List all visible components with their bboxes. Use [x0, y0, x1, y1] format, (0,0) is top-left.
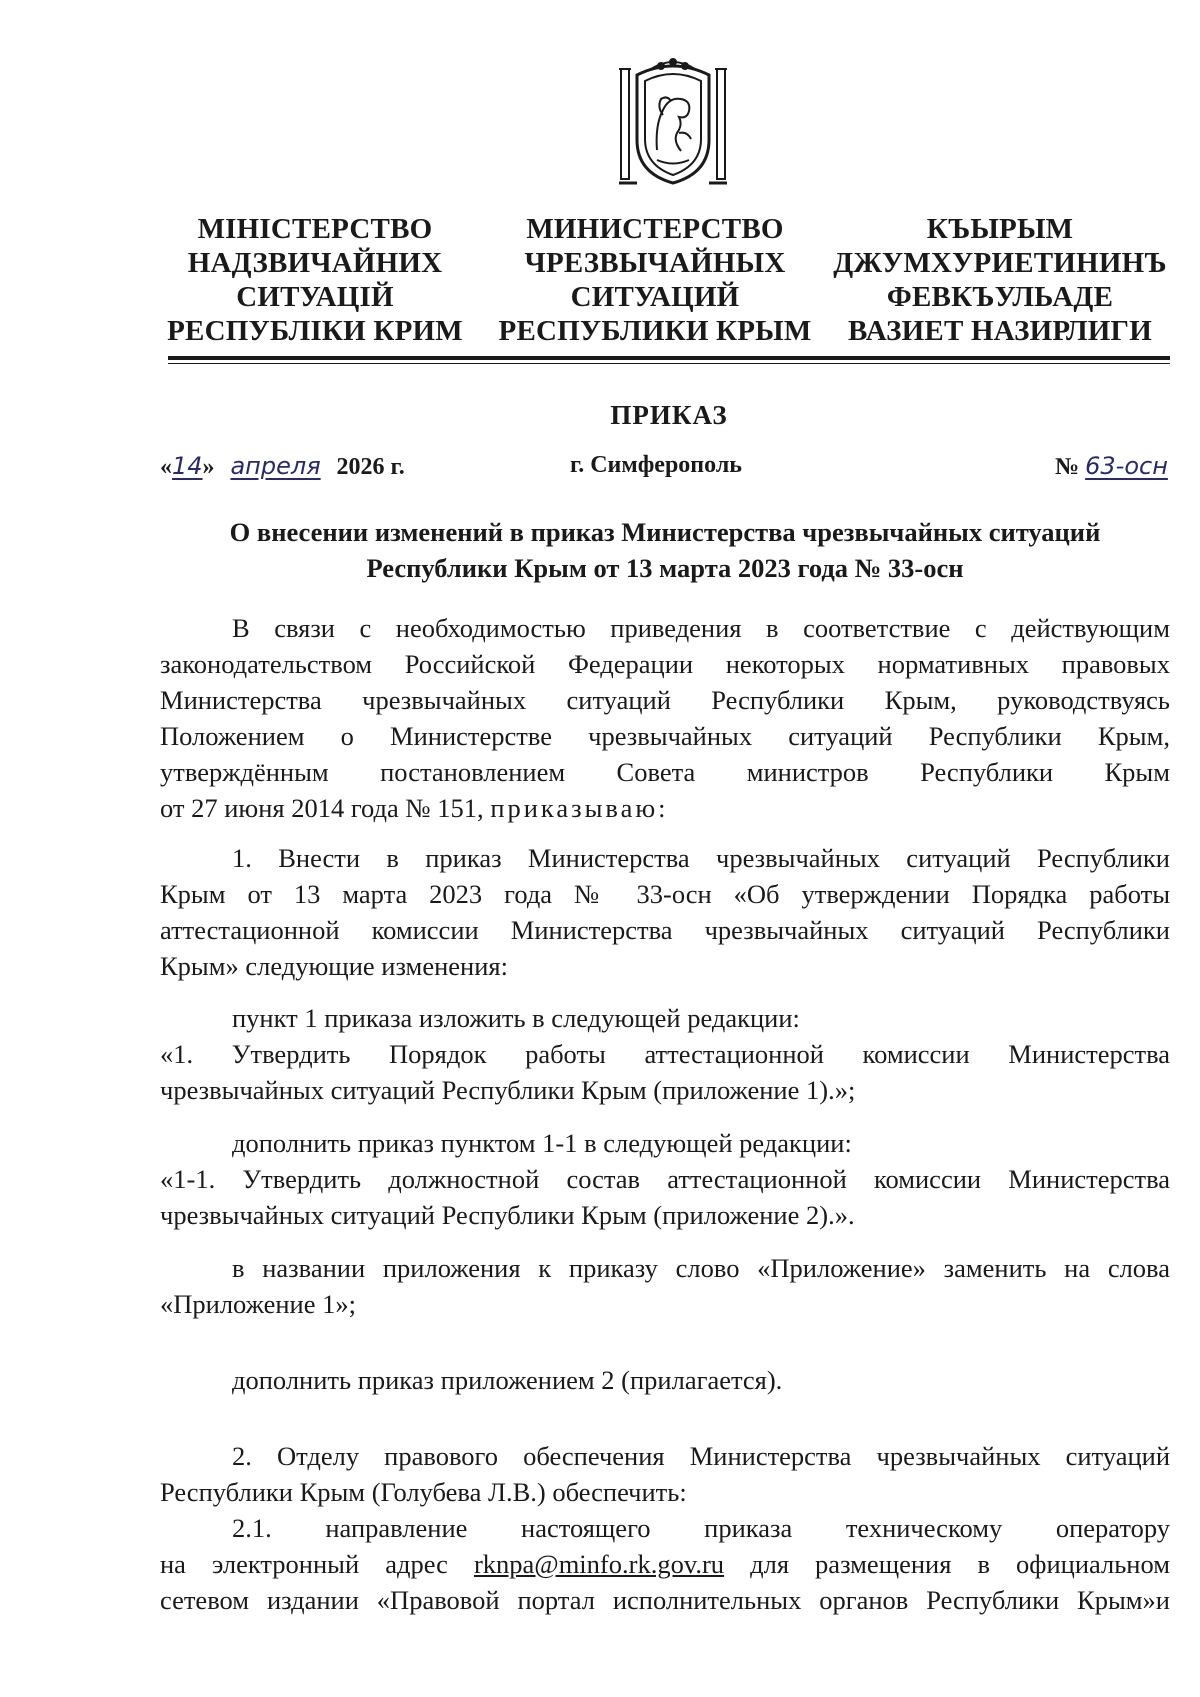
item-2	[160, 1438, 1170, 1618]
change-a	[160, 1000, 1170, 1108]
order-number-label: №	[1055, 454, 1080, 480]
preamble-line: законодательством Российской Федерации некоторых нормативных правовых	[160, 649, 1170, 679]
order-number-value: 63-осн	[1085, 452, 1168, 480]
change-b-line: «1-1. Утвердить должностной состав аттестационной комиссии Министерства	[160, 1164, 1170, 1194]
preamble-last-line	[160, 790, 1170, 826]
change-a-line: «1. Утвердить Порядок работы аттестационной комиссии Министерства	[160, 1039, 1170, 1069]
item-2-1-line: сетевом издании «Правовой портал исполнительных органов Республики Крым»и	[160, 1585, 1170, 1615]
preamble	[160, 610, 1170, 826]
order-date	[160, 452, 405, 481]
item-1-line: 1. Внести в приказ Министерства чрезвычайных ситуаций Республики	[232, 843, 1170, 873]
item-1-line: Крым от 13 марта 2023 года № 33-осн «Об утверждении Порядка работы	[160, 879, 1170, 909]
order-verb: приказываю:	[490, 793, 669, 823]
change-a-line: чрезвычайных ситуаций Республики Крым (приложение 1).»;	[160, 1075, 856, 1105]
order-city: г. Симферополь	[570, 452, 742, 478]
email-link[interactable]: rknpa@minfo.rk.gov.ru	[473, 1549, 725, 1579]
header-line: СИТУАЦИЙ	[570, 281, 740, 313]
change-b	[160, 1125, 1170, 1233]
item-2-1-line	[160, 1546, 1170, 1582]
order-number	[1055, 452, 1168, 481]
date-year: 2026 г.	[336, 454, 405, 480]
subject-line: Республики Крым от 13 марта 2023 года № 33-осн	[366, 553, 964, 583]
change-d-line: дополнить приказ приложением 2 (прилагается).	[232, 1365, 783, 1395]
preamble-line: Министерства чрезвычайных ситуаций Республики Крым, руководствуясь	[160, 685, 1170, 715]
item-2-line: 2. Отделу правового обеспечения Министерства чрезвычайных ситуаций	[232, 1441, 1170, 1471]
header-line: МІНІСТЕРСТВО	[197, 213, 433, 245]
crimea-coat-of-arms-icon	[617, 55, 729, 190]
header-divider-thin	[168, 363, 1170, 364]
item-1-line: аттестационной комиссии Министерства чрезвычайных ситуаций Республики	[160, 915, 1170, 945]
header-ukrainian	[160, 212, 470, 348]
document-title: ПРИКАЗ	[610, 400, 728, 430]
header-line: НАДЗВИЧАЙНИХ	[187, 247, 443, 279]
preamble-line: утверждённым постановлением Совета министров Республики Крым	[160, 757, 1170, 787]
header-line: РЕСПУБЛІКИ КРИМ	[167, 315, 463, 347]
change-c	[160, 1250, 1170, 1322]
date-close-quote: »	[202, 454, 215, 480]
header-line: ВАЗИЕТ НАЗИРЛИГИ	[848, 315, 1152, 347]
date-open-quote: «	[160, 454, 172, 480]
item-2-1-suffix: для размещения в официальном	[750, 1549, 1171, 1579]
header-line: СИТУАЦІЙ	[236, 281, 394, 313]
preamble-line: Положением о Министерстве чрезвычайных ситуаций Республики Крым,	[160, 721, 1170, 751]
change-c-line: в названии приложения к приказу слово «Приложение» заменить на слова	[232, 1253, 1170, 1283]
preamble-line: В связи с необходимостью приведения в соответствие с действующим	[232, 613, 1170, 643]
header-russian	[490, 212, 820, 348]
header-line: ДЖУМХУРИЕТИНИНЪ	[833, 247, 1167, 279]
order-subject	[160, 514, 1170, 586]
header-line: КЪЫРЫМ	[926, 213, 1074, 245]
header-divider-thick	[168, 356, 1170, 360]
change-b-line: чрезвычайных ситуаций Республики Крым (приложение 2).».	[160, 1200, 855, 1230]
item-1-line: Крым» следующие изменения:	[160, 951, 508, 981]
change-c-line: «Приложение 1»;	[160, 1289, 356, 1319]
header-line: РЕСПУБЛИКИ КРЫМ	[498, 315, 812, 347]
header-line: ФЕВКЪУЛЬАДЕ	[886, 281, 1114, 313]
item-2-line: Республики Крым (Голубева Л.В.) обеспечить:	[160, 1477, 687, 1507]
preamble-last-prefix: от 27 июня 2014 года № 151,	[160, 793, 484, 823]
change-d	[160, 1362, 1170, 1398]
item-2-1-prefix: на электронный адрес	[160, 1549, 448, 1579]
change-b-line: дополнить приказ пунктом 1-1 в следующей редакции:	[232, 1128, 852, 1158]
header-crimean-tatar	[830, 212, 1170, 348]
date-month: апреля	[230, 452, 321, 480]
header-line: МИНИСТЕРСТВО	[526, 213, 784, 245]
date-day: 14	[172, 452, 203, 480]
subject-line: О внесении изменений в приказ Министерства чрезвычайных ситуаций	[229, 517, 1101, 547]
item-2-1-line: 2.1. направление настоящего приказа техническому оператору	[232, 1513, 1170, 1543]
change-a-line: пункт 1 приказа изложить в следующей редакции:	[232, 1003, 800, 1033]
item-1	[160, 840, 1170, 984]
header-line: ЧРЕЗВЫЧАЙНЫХ	[524, 247, 786, 279]
